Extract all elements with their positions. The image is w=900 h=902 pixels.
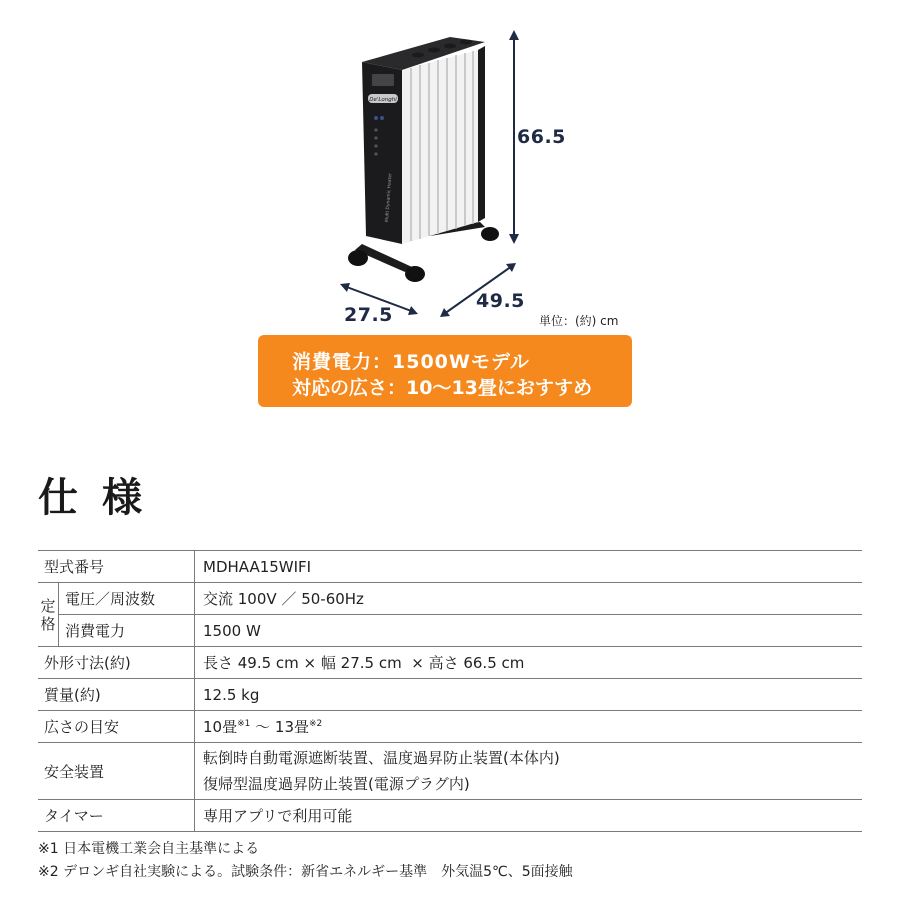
- timer-label: タイマー: [38, 800, 195, 832]
- voltage-label: 電圧／周波数: [59, 583, 195, 615]
- banner-power-text: 消費電力：1500Wモデル: [292, 351, 530, 373]
- weight-label: 質量(約): [38, 679, 195, 711]
- rating-group-label: [38, 583, 59, 647]
- safety-line-1: 転倒時自動電源遮断装置、温度過昇防止装置(本体内): [203, 749, 560, 767]
- timer-value: 専用アプリで利用可能: [195, 800, 863, 832]
- table-row-dimensions: [38, 647, 862, 679]
- footnote-2: ※2 デロンギ自社実験による。試験条件：新省エネルギー基準 外気温5℃、5面接触: [38, 864, 573, 880]
- safety-line-2: 復帰型温度過昇防止装置(電源プラグ内): [203, 775, 470, 793]
- heater-front-panel: [362, 62, 402, 244]
- area-separator: 〜: [250, 718, 275, 736]
- power-label: 消費電力: [59, 615, 195, 647]
- area-value: [195, 711, 863, 743]
- table-row-voltage: [38, 583, 862, 615]
- svg-text:De'Longhi: De'Longhi: [369, 97, 397, 103]
- area-min: 10畳: [203, 718, 238, 736]
- table-row-power: [38, 615, 862, 647]
- product-figure: [330, 22, 650, 332]
- table-row-safety: [38, 743, 862, 800]
- heater-fins: [402, 46, 485, 244]
- area-label: 広さの目安: [38, 711, 195, 743]
- dimensions-label: 外形寸法(約): [38, 647, 195, 679]
- unit-note: 単位：(約) cm: [539, 314, 619, 328]
- table-row-timer: [38, 800, 862, 832]
- table-row-model: [38, 551, 862, 583]
- height-dimension-label: 66.5: [517, 126, 566, 148]
- weight-value: 12.5 kg: [195, 679, 863, 711]
- table-row-area: [38, 711, 862, 743]
- width-dimension-label: 49.5: [476, 290, 525, 312]
- area-note-2: ※2: [309, 719, 323, 729]
- rating-group-char-2: 格: [40, 614, 56, 633]
- safety-label: 安全装置: [38, 743, 195, 800]
- banner-area-text: 対応の広さ：10〜13畳におすすめ: [292, 377, 593, 399]
- heater-illustration: [330, 22, 650, 332]
- model-label: 型式番号: [38, 551, 195, 583]
- model-value: MDHAA15WIFI: [195, 551, 863, 583]
- footnotes: [38, 838, 573, 884]
- specs-table: [38, 550, 862, 832]
- power-value: 1500 W: [195, 615, 863, 647]
- table-row-weight: [38, 679, 862, 711]
- voltage-value: 交流 100V ／ 50-60Hz: [195, 583, 863, 615]
- area-max: 13畳: [274, 718, 310, 736]
- side-model-text: Multi Dynamic Heater: [385, 172, 394, 223]
- depth-dimension-label: 27.5: [344, 304, 393, 326]
- area-note-1: ※1: [237, 719, 251, 729]
- footnote-1: ※1 日本電機工業会自主基準による: [38, 841, 260, 857]
- power-banner: [258, 335, 632, 407]
- rating-group-char-1: 定: [40, 596, 56, 615]
- heater-handle: [372, 74, 394, 86]
- safety-value: [195, 743, 863, 800]
- section-title: 仕様: [38, 474, 166, 521]
- dimensions-value: 長さ 49.5 cm × 幅 27.5 cm × 高さ 66.5 cm: [195, 647, 863, 679]
